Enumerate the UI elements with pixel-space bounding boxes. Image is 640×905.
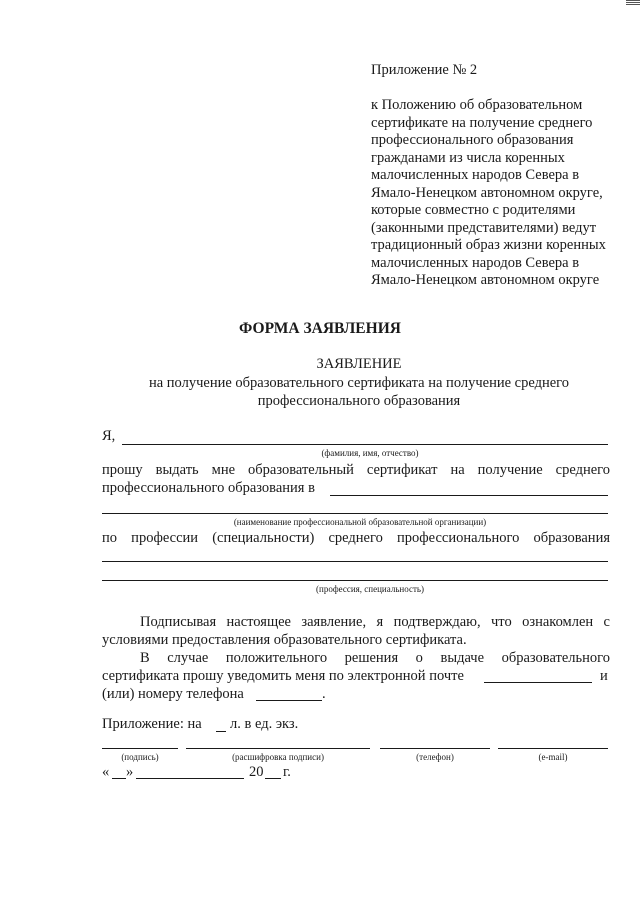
request-line-2: профессионального образования в — [102, 480, 315, 496]
notify-line-2: сертификата прошу уведомить меня по электронной почте — [102, 668, 464, 684]
annex-line: сертификате на получение среднего — [371, 114, 593, 131]
annex-line: традиционный образ жизни коренных — [371, 237, 606, 253]
profession-input-line-2[interactable] — [102, 580, 608, 581]
annex-line: которые совместно с родителями — [371, 202, 576, 218]
annex-line: (законными представителями) ведут — [371, 219, 597, 236]
profession-line: по профессии (специальности) среднего профессионального образования — [102, 530, 610, 546]
signature-caption: (подпись) — [121, 752, 159, 762]
decode-caption: (расшифровка подписи) — [232, 752, 324, 762]
attachment-tail: л. в ед. экз. — [230, 716, 299, 732]
notify-line-3-end: . — [322, 686, 326, 702]
fio-input-line[interactable] — [122, 444, 608, 445]
annex-reference — [371, 97, 616, 290]
email-sign-input-line[interactable] — [498, 748, 608, 749]
date-open-quote: « — [102, 764, 110, 780]
profession-input-line-1[interactable] — [102, 561, 608, 562]
statement-heading: ЗАЯВЛЕНИЕ — [316, 356, 402, 372]
annex-line: Ямало-Ненецком автономном округе, — [371, 184, 603, 201]
fio-caption: (фамилия, имя, отчество) — [321, 448, 419, 458]
annex-line: малочисленных народов Севера в — [371, 254, 580, 271]
notify-line-2-end: и — [600, 668, 608, 684]
statement-subtitle-2: профессионального образования — [257, 393, 461, 409]
org-caption: (наименование профессиональной образовательной организации) — [233, 517, 487, 527]
profession-caption: (профессия, специальность) — [316, 584, 424, 594]
date-day-input[interactable] — [112, 778, 126, 779]
annex-title: Приложение № 2 — [371, 62, 478, 78]
consent-line-2: условиями предоставления образовательного сертификата. — [102, 632, 467, 648]
phone-caption: (телефон) — [416, 752, 454, 762]
annex-line: профессионального образования — [371, 132, 574, 148]
ya-label: Я, — [102, 428, 116, 444]
date-month-input[interactable] — [136, 778, 244, 779]
attachment-label: Приложение: на — [102, 716, 202, 732]
attachment-pages-input[interactable] — [216, 731, 226, 732]
annex-line: малочисленных народов Севера в — [371, 167, 580, 183]
email-caption: (e-mail) — [538, 752, 568, 762]
scan-corner-mark — [626, 0, 640, 8]
date-year-suffix: г. — [283, 764, 291, 780]
notify-line-1: В случае положительного решения о выдаче образовательного — [140, 650, 610, 666]
consent-line-1: Подписывая настоящее заявление, я подтверждаю, что ознакомлен с — [140, 614, 610, 630]
form-title: ФОРМА ЗАЯВЛЕНИЯ — [239, 320, 401, 337]
annex-line: Ямало-Ненецком автономном округе — [371, 272, 600, 288]
decode-input-line[interactable] — [186, 748, 370, 749]
email-input-line[interactable] — [484, 682, 592, 683]
notify-line-3: (или) номеру телефона — [102, 686, 244, 702]
annex-line: к Положению об образовательном — [371, 97, 583, 113]
date-year-prefix: 20 — [249, 764, 264, 780]
org-input-line-2[interactable] — [102, 513, 608, 514]
signature-input-line[interactable] — [102, 748, 178, 749]
date-close-quote: » — [126, 764, 134, 780]
phone-sign-input-line[interactable] — [380, 748, 490, 749]
request-line-1: прошу выдать мне образовательный сертификат на получение среднего — [102, 462, 610, 478]
phone-input-line[interactable] — [256, 700, 322, 701]
org-input-line-1[interactable] — [330, 495, 608, 496]
annex-line: гражданами из числа коренных — [371, 149, 565, 166]
date-year-input[interactable] — [265, 778, 281, 779]
statement-subtitle-1: на получение образовательного сертификата на получение среднего — [148, 375, 570, 391]
